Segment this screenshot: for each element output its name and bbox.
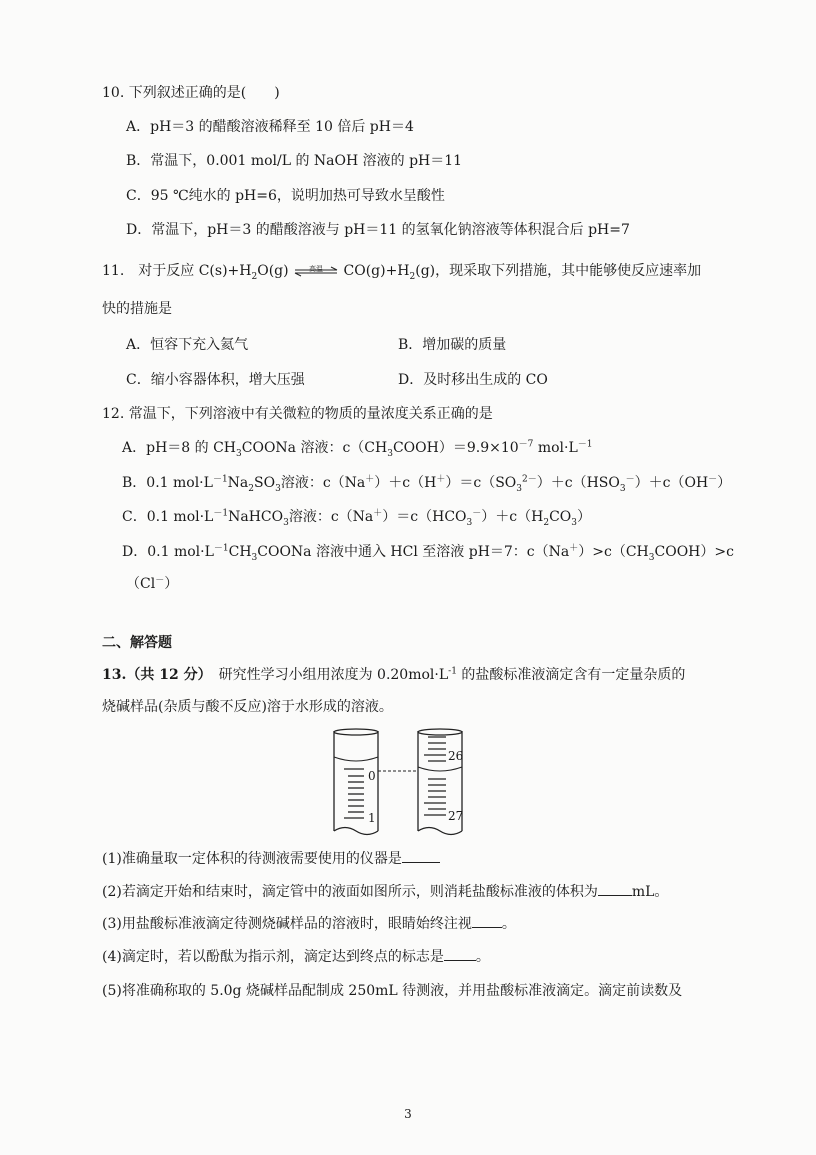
answer-blank [402, 848, 440, 863]
q10-option-a: A．pH＝3 的醋酸溶液稀释至 10 倍后 pH＝4 [126, 119, 414, 135]
q13-part4: (4)滴定时，若以酚酞为指示剂，滴定达到终点的标志是 。 [102, 946, 490, 966]
q13-part5: (5)将准确称取的 5.0g 烧碱样品配制成 250mL 待测液，并用盐酸标准液滴定。滴定前读数及 [102, 983, 683, 999]
q13-part2: (2)若滴定开始和结束时，滴定管中的液面如图所示，则消耗盐酸标准液的体积为 mL。 [102, 881, 668, 901]
q12-option-d-line2: （Cl－） [126, 575, 179, 592]
q13-part3: (3)用盐酸标准液滴定待测烧碱样品的溶液时，眼睛始终注视 。 [102, 913, 516, 933]
page-number: 3 [404, 1107, 412, 1121]
q13-stem-line2: 烧碱样品(杂质与酸不反应)溶于水形成的溶液。 [102, 699, 393, 715]
arrow-condition: 高温 [309, 265, 324, 273]
left-burette-bottom-label: 1 [368, 811, 376, 825]
q11-option-b: B．增加碳的质量 [398, 337, 507, 353]
left-burette-top-label: 0 [368, 769, 376, 783]
section-heading: 二、解答题 [102, 635, 172, 651]
reversible-arrow-icon [293, 262, 339, 280]
q12-stem: 12. 常温下，下列溶液中有关微粒的物质的量浓度关系正确的是 [102, 406, 493, 422]
q10-option-d: D．常温下，pH＝3 的醋酸溶液与 pH＝11 的氢氧化钠溶液等体积混合后 pH=7 [126, 222, 630, 238]
q10-stem: 10. 下列叙述正确的是( ) [102, 85, 280, 101]
q12-option-a: A．pH＝8 的 $CH_3COONa$ 溶液：$c(CH_3COOH)=9.9\times 10^{-7}$ $mol\cdot L^{-1}$ [122, 439, 593, 459]
right-burette-bottom-label: 27 [448, 809, 464, 823]
q12-option-c: C．0.1 $mol\cdot L^{-1}NaHCO_3$溶液：$c(Na^+)=c(HCO_3^-)+c(H_2CO_3)$ [122, 508, 592, 528]
answer-blank [598, 881, 632, 896]
right-burette-top-label: 26 [448, 749, 464, 763]
q11-option-d: D．及时移出生成的 CO [398, 372, 548, 388]
q12-option-b: B．0.1 $mol\cdot L^{-1}Na_2SO_3$溶液：$c(Na^+)+c(H^+)=c(SO_3^{2-})+c(HSO_3^-)+c(OH^-)$ [122, 474, 732, 494]
answer-blank [444, 946, 476, 961]
answer-blank [472, 913, 502, 928]
q11-option-c: C．缩小容器体积，增大压强 [126, 372, 305, 388]
q13-stem: 13.（共 12 分） 研究性学习小组用浓度为 $0.20mol\cdot L^{-1}$ 的盐酸标准液滴定含有一定量杂质的 [102, 666, 686, 683]
q11-stem-line2: 快的措施是 [102, 301, 172, 317]
q10-option-c: C．95 ℃纯水的 pH=6，说明加热可导致水呈酸性 [126, 188, 445, 204]
q11-stem: 11. 对于反应 $C(s)+H_2O(g)$ 高温 $CO(g)+H_2(g)$，现采取下列措施，其中能够使反应速率加 [102, 262, 701, 280]
burette-figure [320, 727, 490, 839]
q10-option-b: B．常温下，0.001 mol/L 的 NaOH 溶液的 pH＝11 [126, 153, 463, 169]
q13-part1: (1)准确量取一定体积的待测液需要使用的仪器是 [102, 848, 440, 868]
q12-option-d: D．0.1 $mol\cdot L^{-1}CH_3COONa$ 溶液中通入 HCl 至溶液 pH＝7：$c(Na^+)>c(CH_3COOH)>c$ [122, 543, 734, 563]
q11-option-a: A．恒容下充入氦气 [126, 337, 249, 353]
